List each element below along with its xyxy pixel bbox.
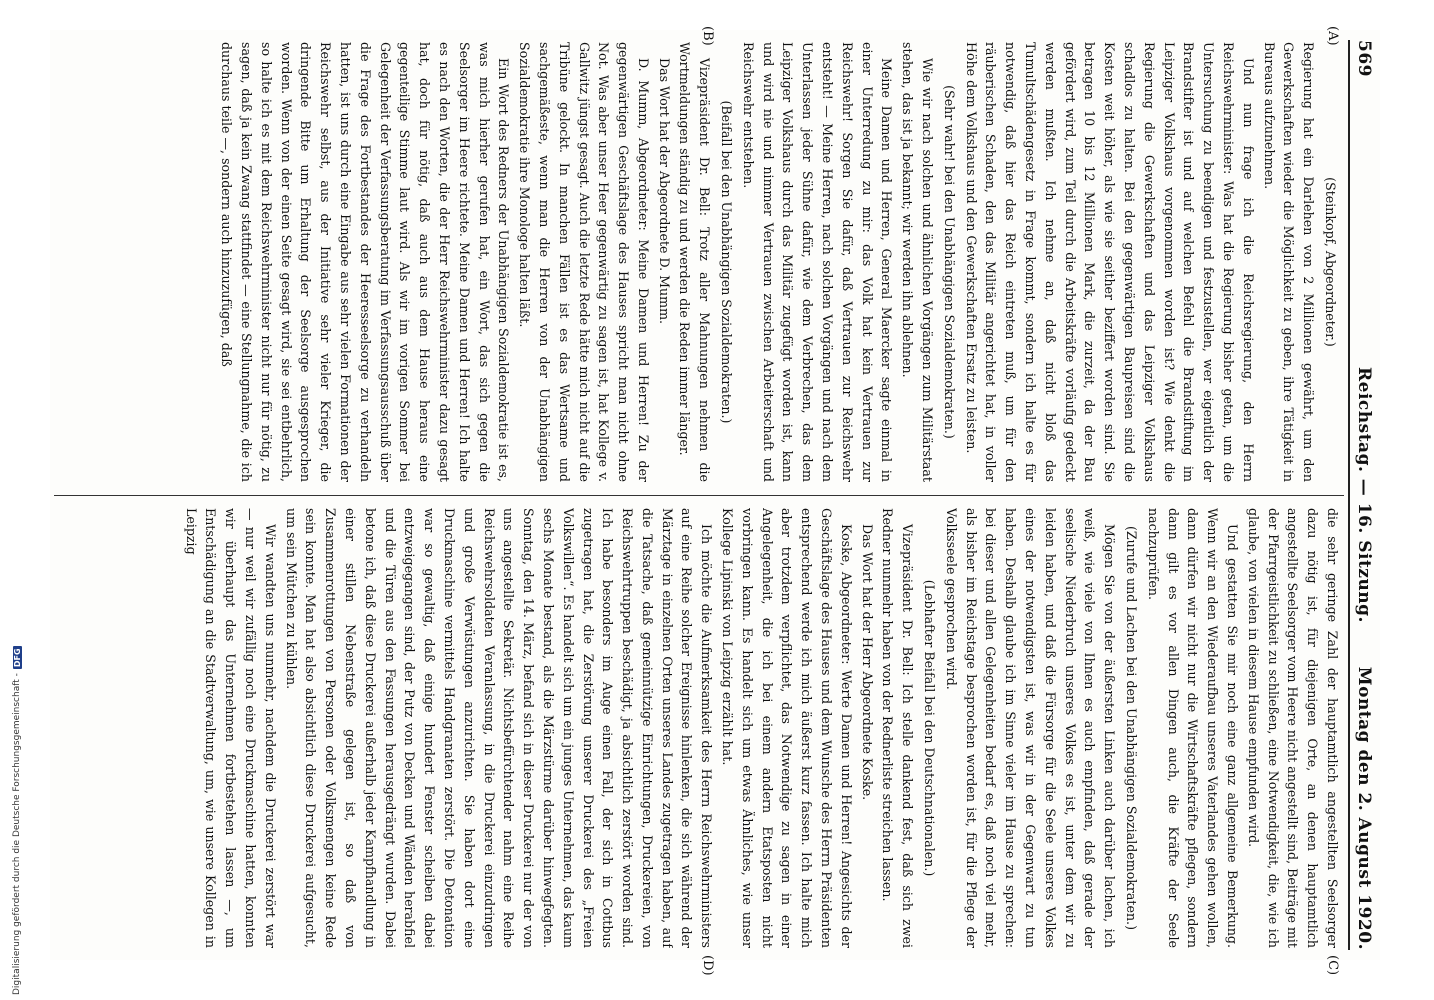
- rotated-document-page: [50, 26, 1380, 976]
- stage-direction: (Beifall bei den Unabhängigen Sozialdemokraten.): [719, 100, 735, 424]
- session-date: Montag den 2. August 1920.: [1354, 666, 1374, 950]
- right-text-column: [57, 508, 1342, 948]
- paragraph: Ein Wort des Redners der Unabhängigen Sozialdemokratie ist es, was mich hierher gerufen hat, ein Wort, das sich gegen die Seelsorger im Heere richtete. Meine Damen und Herren! Ich halte es nach den Worten, die der Herr Reichswehrminister dazu gesagt hat, doch für nötig, daß auch aus dem Hause heraus eine gegenteilige Stimme laut wird. Als wir im vorigen Sommer bei Gelegenheit der Verfassungsberatung im Verfassungsausschuß über die Frage des Fortbestandes der Heeresseelsorge zu verhandeln hatten, ist uns durch eine Eingabe aus sehr vielen Formationen der Reichswehr selbst, aus der Initiative sehr vieler Krieger, die dringende Bitte um Erhaltung der Seelsorge ausgesprochen worden. Wenn von der einen Seite gesagt wird, sie sei entbehrlich, so halte ich es mit dem Reichswehrminister nicht nur für nötig, zu sagen, daß ja kein Zwang stattfindet — eine Stellungnahme, die ich durchaus teile —, sondern auch hinzuzufügen, daß: [219, 42, 512, 482]
- paragraph: Mögen Sie von der äußersten Linken auch darüber lachen, ich weiß, wie viele von Ihnen es auch empfinden, daß gerade der seelische Niederbruch unseres Volkes es ist, unter dem wir zu leiden haben, und daß die Fürsorge für die Seele unseres Volkes eines der notwendigsten ist, was wir in der Gegenwart zu tun haben. Deshalb glaube ich im Sinne vieler im Hause zu sprechen: bei dieser und allen Gelegenheiten bedarf es, daß noch viel mehr, als bisher im Reichstage besprochen worden ist, für die Pflege der Volksseele gesprochen wird.: [943, 508, 1118, 948]
- dfg-logo: DFG: [12, 648, 22, 668]
- paragraph: Und nun frage ich die Reichsregierung, den Herrn Reichswehrminister: Was hat die Regierung bisher getan, um die Untersuchung zu beendigen und festzustellen, wer eigentlich der Brandstifter ist und auf welchen Befehl die Brandstiftung im Leipziger Volkshaus vorgenommen worden ist? Wie denkt die Regierung die Gewerkschaften und das Leipziger Volkshaus schadlos zu halten. Bei den gegenwärtigen Baupreisen sind die Kosten weit höher, als wie sie seither beziffert worden sind. Sie betragen 10 bis 12 Millionen Mark, die zurzeit, da der Bau gefördert wird, zum Teil durch die Arbeitskräfte vorläufig gedeckt werden mußten. Ich nehme an, daß nicht bloß das Tumultschädengesetz in Frage kommt, sondern ich halte es für notwendig, daß hier das Reich eintreten muß, um für den räuberischen Schaden, den das Militär angerichtet hat, in voller Höhe dem Volkshaus und den Gewerkschaften Ersatz zu leisten.: [963, 42, 1256, 482]
- column-divider: [54, 495, 1344, 496]
- paragraph: Vizepräsident Dr. Bell: Ich stelle dankend fest, daß sich zwei Redner nunmehr haben von der Rednerliste streichen lassen.: [880, 508, 916, 948]
- paragraph: Koske, Abgeordneter: Werte Damen und Herren! Angesichts der Geschäftslage des Hauses und dem Wunsche des Herrn Präsidenten entsprechend werde ich mich äußerst kurz fassen. Ich halte mich aber trotzdem verpflichtet, das Notwendige zu sagen in einer Angelegenheit, die ich bei einem andern Etatsposten nicht vorbringen kann. Es handelt sich um etwas Ähnliches, wie unser Kollege Lipinski von Leipzig erzählt hat.: [720, 508, 854, 948]
- paragraph: Und gestatten Sie mir noch eine ganz allgemeine Bemerkung. Wenn wir an den Wiederaufbau unseres Vaterlandes gehen wollen, dann dürfen wir nicht nur die Wirtschaftskräfte pflegen, sondern dann gilt es vor allen Dingen auch, die Kräfte der Seele nachzuprüfen.: [1145, 508, 1241, 948]
- page-header: [1352, 40, 1374, 950]
- margin-marker-c: (C): [1325, 955, 1340, 976]
- paragraph: Wir wandten uns nunmehr, nachdem die Druckerei zerstört war — nur weil wir zufällig noch eine Druckmaschine hatten, konnten wir überhaupt das Unternehmen fortbestehen lassen —, um Entschädigung an die Stadtverwaltung, um, wie unsere Kollegen in Leipzig: [183, 508, 278, 948]
- paragraph: Das Wort hat der Herr Abgeordnete Koske.: [859, 524, 875, 801]
- left-text-column: [57, 42, 1342, 482]
- paragraph: Ich möchte die Aufmerksamkeit des Herrn Reichswehrministers auf eine Reihe solcher Ereignisse hinlenken, die sich während der Märztage in einzelnen Orten unseres Landes zugetragen haben, auf die Tatsache, daß gemeinnützige Einrichtungen, Druckereien, von Reichswehrtruppen beschädigt, ja absichtlich zerstört worden sind. Ich habe besonders im Auge einen Fall, der sich in Cottbus zugetragen hat, die Zerstörung unserer Druckerei des „Freien Volkswillen“. Es handelt sich um ein junges Unternehmen, das kaum sechs Monate bestand, als die Märzstürme darüber hinwegfegten. Sonntag, den 14. März, befand sich in dieser Druckerei nur der von uns angestellte Sekretär. Nichtsbefürchtender nahm eine Reihe Reichswehrsoldaten Veranlassung, in die Druckerei einzudringen und große Verwüstungen anzurichten. Sie haben dort eine Druckmaschine vermittels Handgranaten zerstört. Die Detonation war so gewaltig, daß einige hundert Fenster scheiben dabei entzweigegangen sind, der Putz von Decken und Wänden herabfiel und die Türen aus den Fassungen herausgedrängt wurden. Dabei betone ich, daß diese Druckerei außerhalb jeder Kampfhandlung in einer stillen Nebenstraße gelegen ist, so daß von Zusammenrottungen von Personen oder Volksmengen keine Rede sein konnte. Man hat also absichtlich diese Druckerei aufgesucht, um sein Mütchen zu kühlen.: [283, 508, 715, 948]
- paragraph: D. Mumm, Abgeordneter: Meine Damen und Herren! Zu der gegenwärtigen Geschäftslage des Hauses spricht man nicht ohne Not. Was aber unser Heer gegenwärtig zu sagen ist, hat Kollege v. Gallwitz jüngst gesagt. Auch die letzte Rede hätte mich nicht auf die Tribüne gelockt. In manchen Fällen ist es das Wertsame und sachgemäßeste, wenn man die Herren von der Unabhängigen Sozialdemokratie ihre Monologe halten läßt.: [517, 42, 651, 482]
- stage-direction: (Lebhafter Beifall bei den Deutschnationalen.): [922, 579, 938, 877]
- page-title: Reichstag. — 16. Sitzung.: [1354, 367, 1374, 623]
- header-rule: [1348, 40, 1350, 950]
- paragraph: Das Wort hat der Abgeordnete D. Mumm.: [656, 58, 672, 325]
- margin-marker-a: (A): [1325, 26, 1340, 46]
- paragraph: Meine Damen und Herren, General Maercker sagte einmal in einer Unterredung zu mir: das Volk hat kein Vertrauen zur Reichswehr! Sorgen Sie dafür, daß Vertrauen zur Reichswehr entsteht! — Meine Herren, nach solchen Vorgängen und nach dem Unterlassen jeder Sühne dafür, wie dem Verbrechen, das dem Leipziger Volkshaus durch das Militär zugefügt worden ist, kann und wird nie und nimmer Vertrauen zwischen Arbeiterschaft und Reichswehr entstehen.: [740, 42, 895, 482]
- credit-text: Digitalisierung gefördert durch die Deutsche Forschungsgemeinschaft -: [12, 673, 22, 995]
- margin-marker-b: (B): [700, 26, 715, 46]
- page-number: 569: [1354, 40, 1374, 77]
- stage-direction: (Zurufe und Lachen bei den Unabhängigen Sozialdemokraten.): [1124, 526, 1140, 930]
- stage-direction: (Steinkopf, Abgeordneter.): [1323, 177, 1338, 347]
- stage-direction: (Sehr wahr! bei den Unabhängigen Sozialdemokraten.): [941, 85, 957, 439]
- paragraph: Regierung hat ein Darlehen von 2 Millionen gewährt, um den Gewerkschaften wieder die Möglichkeit zu geben, ihre Tätigkeit in Bureaus aufzunehmen.: [1261, 42, 1317, 482]
- margin-marker-d: (D): [700, 955, 715, 976]
- paragraph: Wie wir nach solchen und ähnlichen Vorgängen zum Militärstaat stehen, das ist ja bekannt; wir werden ihn ablehnen.: [900, 42, 936, 482]
- digitization-credit: [12, 646, 22, 995]
- paragraph: Vizepräsident Dr. Bell: Trotz aller Mahnungen nehmen die Wortmeldungen ständig zu und werden die Reden immer länger.: [677, 42, 713, 482]
- paragraph: die sehr geringe Zahl der hauptamtlich angestellten Seelsorger dazu nötig ist, für diejenigen Orte, an denen hauptamtlich angestellte Seelsorger vom Heere nicht angestellt sind, Beiträge mit der Pfarrgeistlichkeit zu schließen, eine Notwendigkeit, die, wie ich glaube, von vielen in diesem Hause empfunden wird.: [1245, 508, 1340, 948]
